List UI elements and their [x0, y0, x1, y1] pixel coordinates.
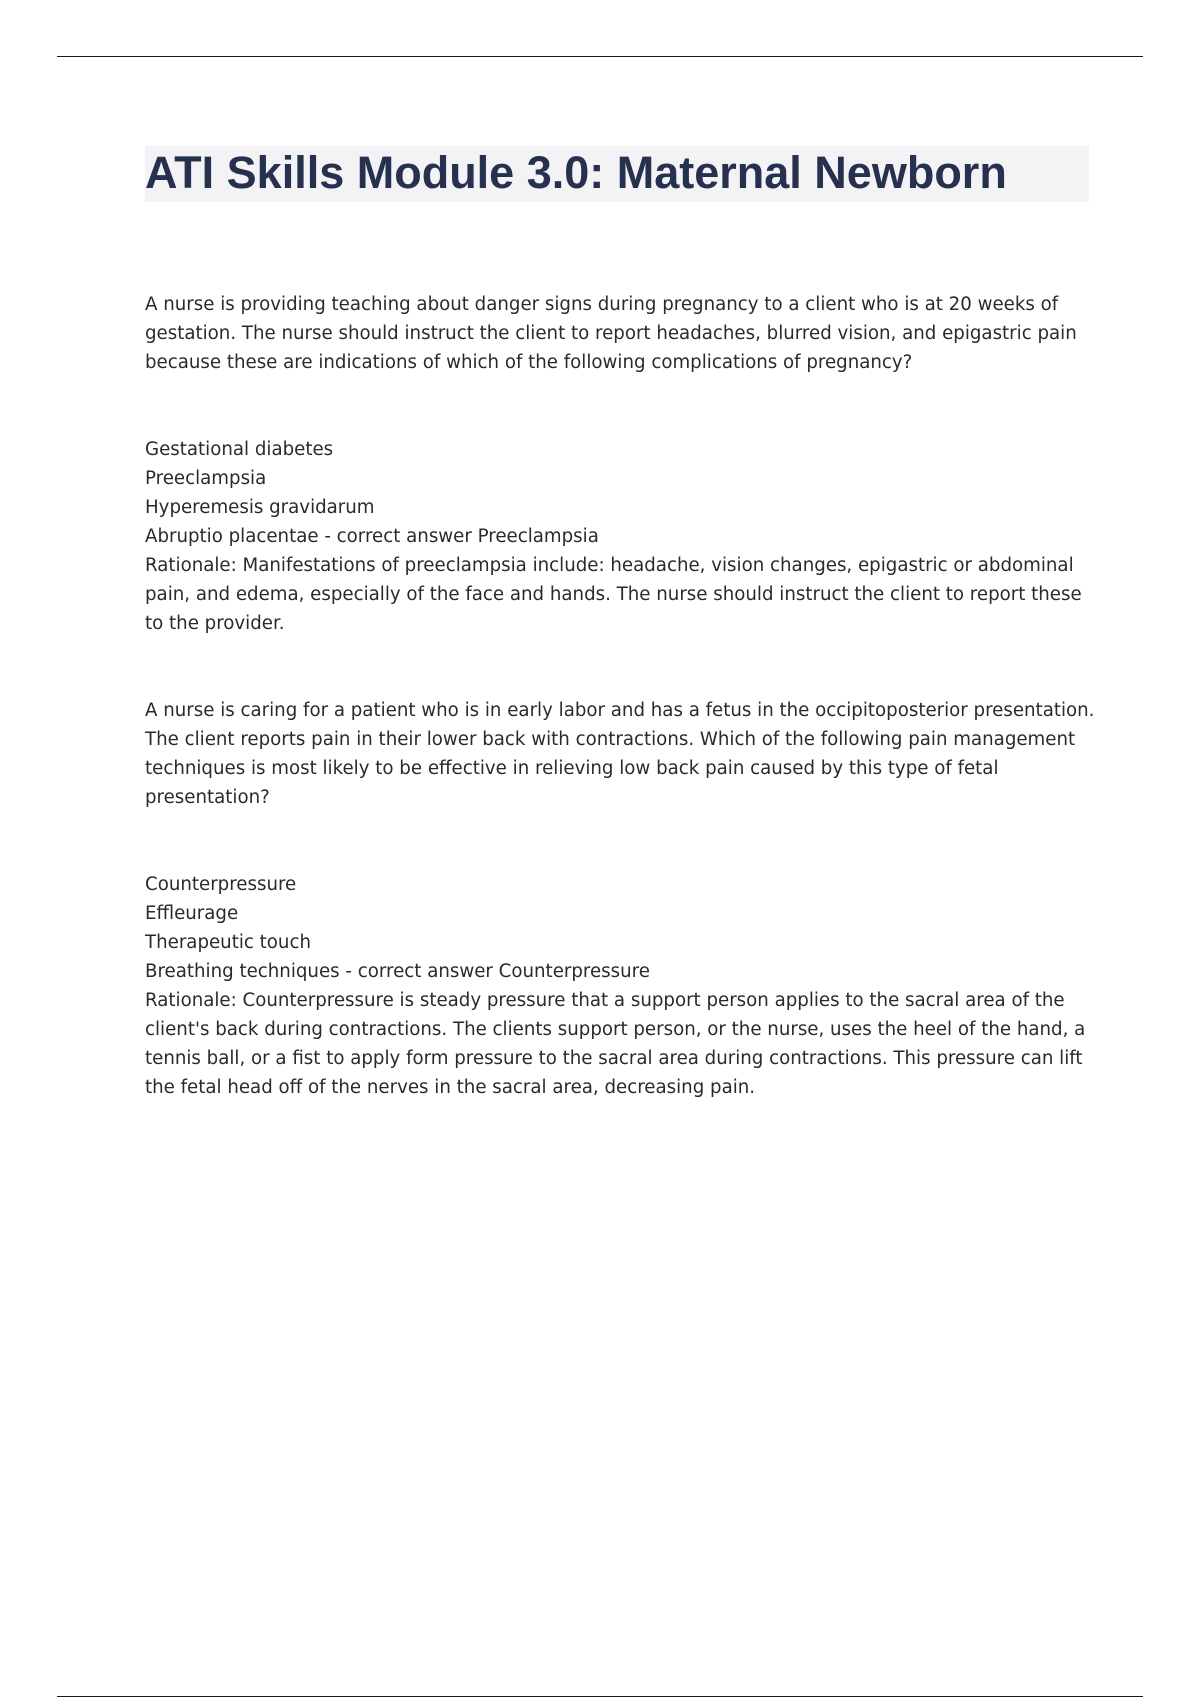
title-highlight [145, 146, 1089, 202]
bottom-divider [57, 1696, 1143, 1697]
document-body [145, 290, 1100, 1102]
answer-option: Effleurage [145, 903, 239, 924]
top-divider [57, 56, 1143, 57]
answer-option-with-correct-answer: Breathing techniques - correct answer Counterpressure [145, 961, 650, 982]
question-text: A nurse is caring for a patient who is in early labor and has a fetus in the occipitoposterior presentation. The client reports pain in their lower back with contractions. Which of the following pain management techniques is most likely to be effective in relieving low back pain caused by this type of fetal presentation? [145, 700, 1095, 808]
answer-option: Counterpressure [145, 874, 297, 895]
answer-options [145, 435, 1100, 551]
answer-option: Preeclampsia [145, 468, 267, 489]
question-block-2 [145, 696, 1100, 1102]
page-title: ATI Skills Module 3.0: Maternal Newborn [145, 147, 1007, 198]
question-block-1 [145, 290, 1100, 638]
rationale-text: Rationale: Counterpressure is steady pressure that a support person applies to the sacral area of the client's back during contractions. The clients support person, or the nurse, uses the heel of the hand, a tennis ball, or a fist to apply form pressure to the sacral area during contractions. This pressure can lift the fetal head off of the nerves in the sacral area, decreasing pain. [145, 990, 1086, 1098]
answer-option-with-correct-answer: Abruptio placentae - correct answer Preeclampsia [145, 526, 599, 547]
question-text: A nurse is providing teaching about danger signs during pregnancy to a client who is at 20 weeks of gestation. The nurse should instruct the client to report headaches, blurred vision, and epigastric pain because these are indications of which of the following complications of pregnancy? [145, 294, 1077, 373]
answer-option: Therapeutic touch [145, 932, 311, 953]
answer-option: Gestational diabetes [145, 439, 334, 460]
answer-option: Hyperemesis gravidarum [145, 497, 375, 518]
rationale-text: Rationale: Manifestations of preeclampsia include: headache, vision changes, epigastric or abdominal pain, and edema, especially of the face and hands. The nurse should instruct the client to report these to the provider. [145, 555, 1082, 634]
spacer [145, 638, 1100, 696]
answer-options [145, 870, 1100, 986]
